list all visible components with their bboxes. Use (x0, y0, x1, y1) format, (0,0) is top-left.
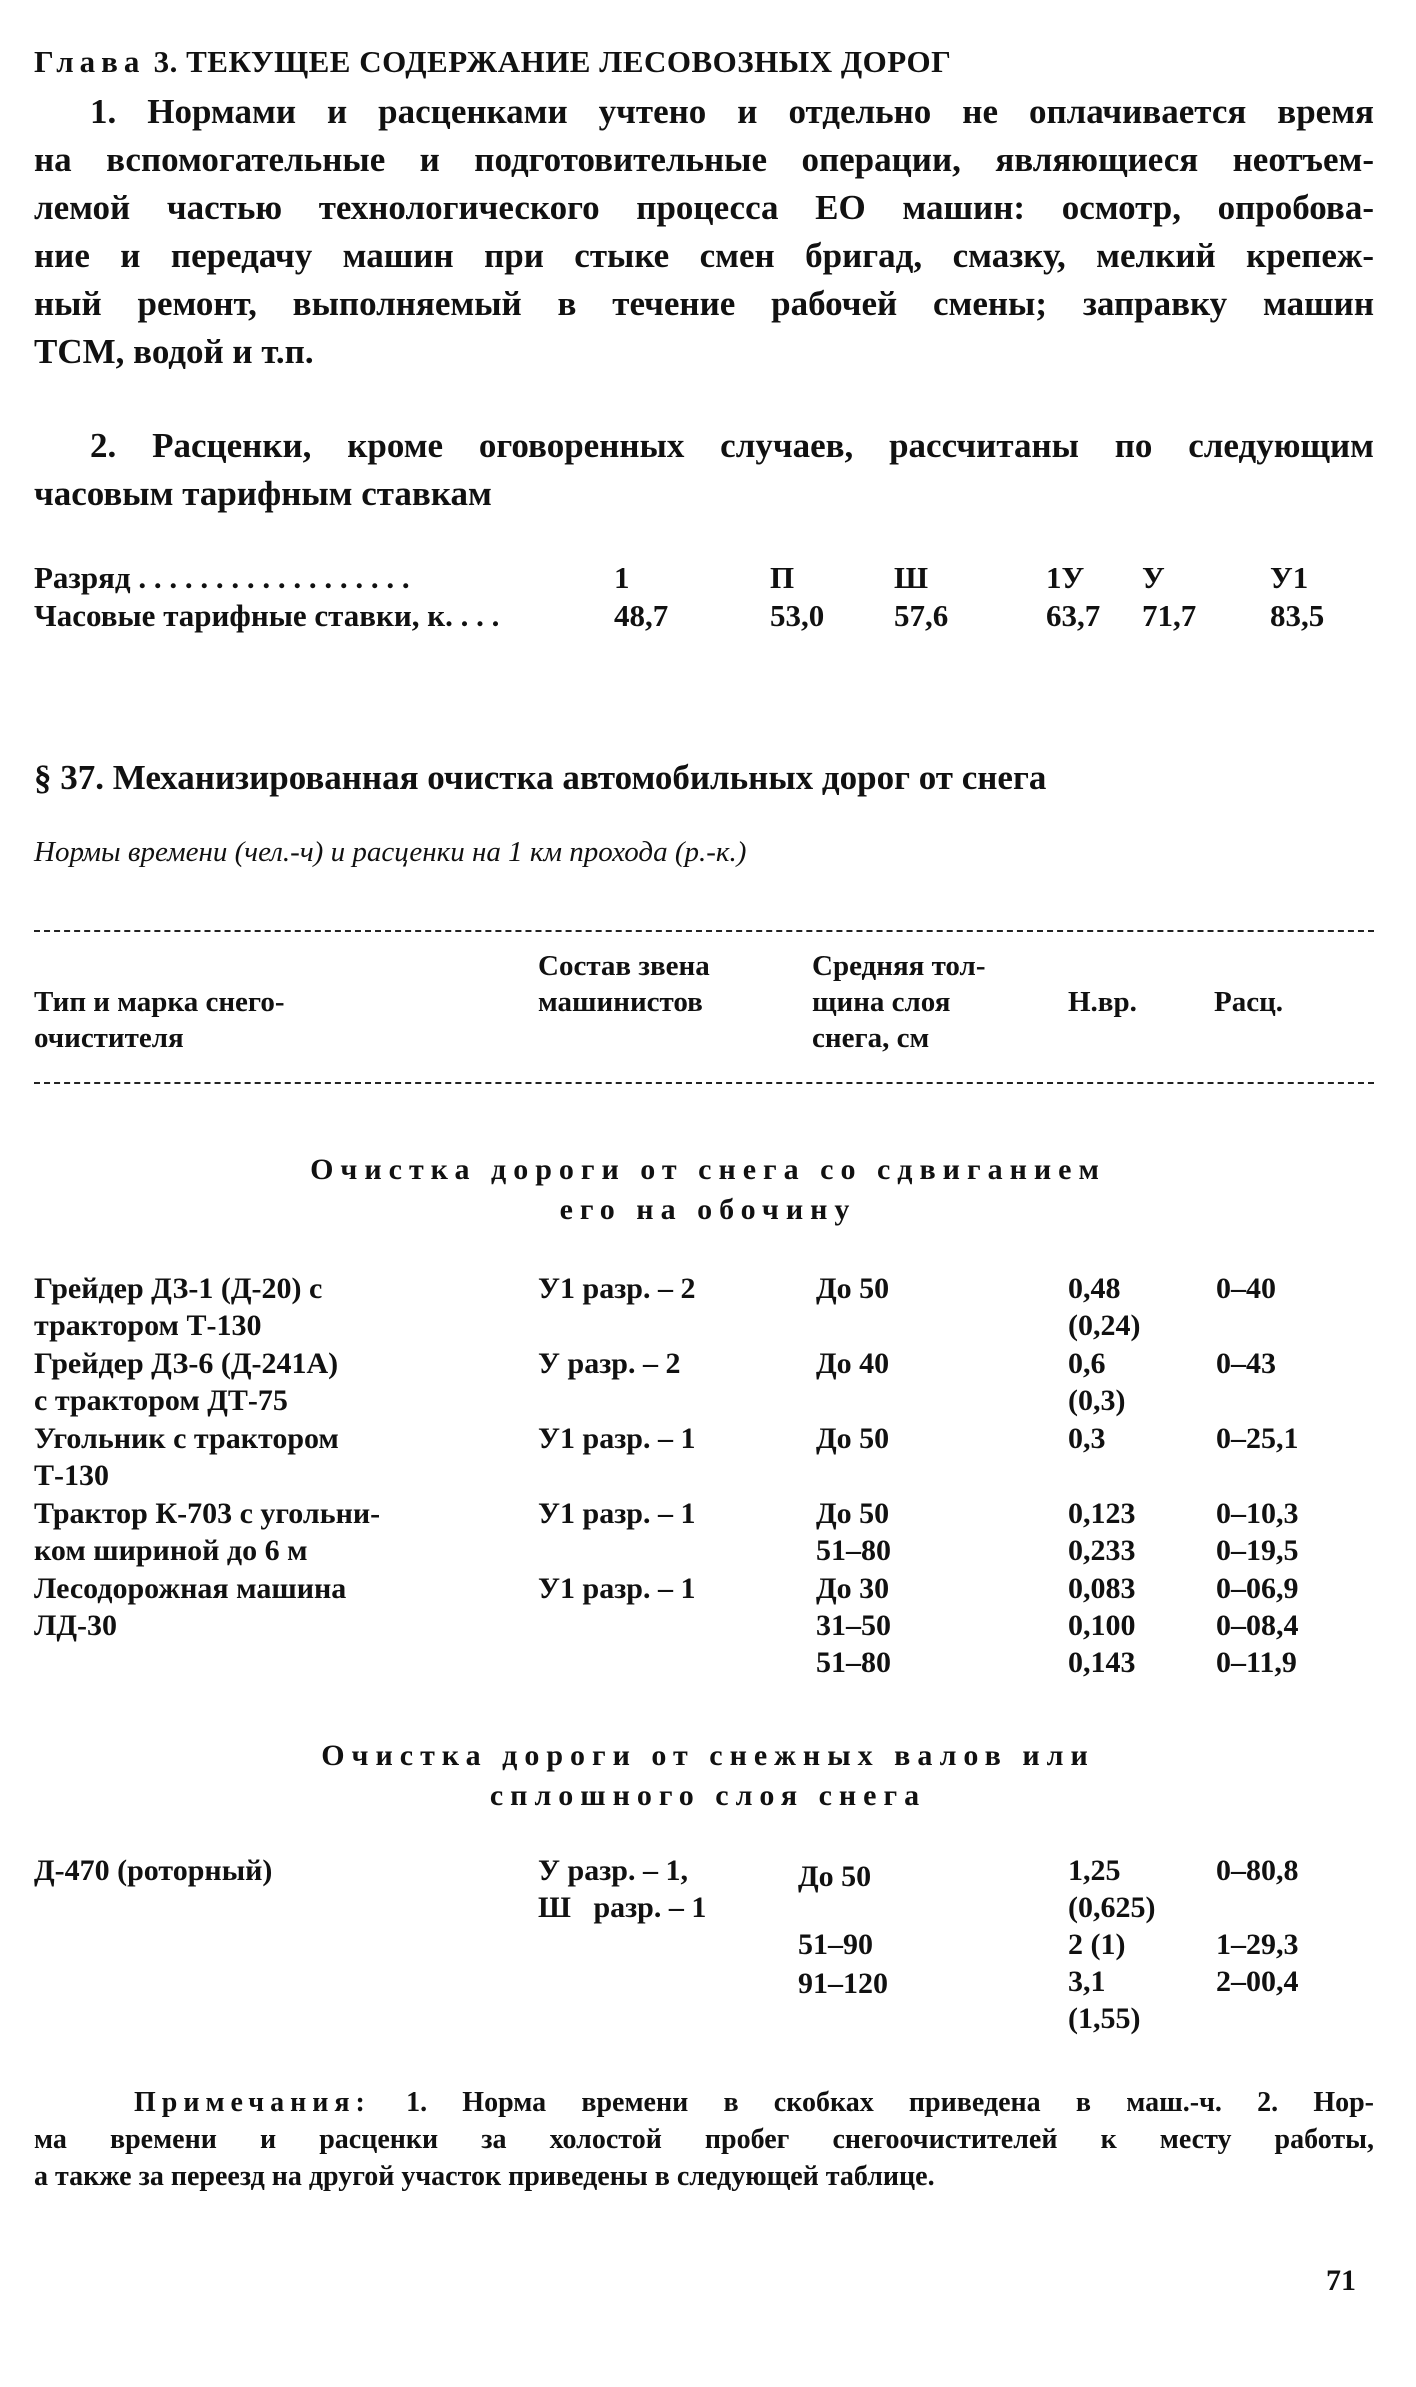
chapter-number: 3. (153, 44, 178, 79)
header-depth-line: снега, см (812, 1022, 930, 1054)
paragraph-line: 2. Расценки, кроме оговоренных случаев, рассчитаны по следующим (90, 426, 1374, 465)
cell-type: Грейдер ДЗ-1 (Д-20) с трактором Т-130 (34, 1272, 323, 1342)
header-depth (812, 948, 985, 1056)
chapter-title: ТЕКУЩЕЕ СОДЕРЖАНИЕ ЛЕСОВОЗНЫХ ДОРОГ (186, 44, 952, 79)
rate-value: 53,0 (770, 598, 825, 633)
cell-norm: 0,48 (0,24) (1068, 1272, 1141, 1342)
note-text: 1. Норма времени в скобках приведена в маш.-ч. 2. Нор- (406, 2087, 1375, 2118)
paragraph-line: 1. Нормами и расценками учтено и отдельно не оплачивается время (90, 92, 1374, 131)
header-type-line: очистителя (34, 1022, 184, 1054)
header-depth-line: Средняя тол- (812, 950, 986, 982)
grade-value: 1У (1046, 560, 1085, 595)
paragraph-line: ТСМ, водой и т.п. (34, 332, 314, 371)
cell-price: 0–10,3 0–19,5 (1216, 1497, 1299, 1567)
cell-price: 0–06,9 0–08,4 0–11,9 (1216, 1572, 1299, 1679)
cell-price: 0–43 (1216, 1347, 1276, 1380)
section-title: § 37. Механизированная очистка автомобильных дорог от снега (34, 758, 1047, 797)
chapter-heading (34, 44, 951, 80)
grade-value: У (1142, 560, 1165, 595)
page-number: 71 (1326, 2264, 1356, 2297)
cell-depth: До 30 31–50 51–80 (816, 1572, 891, 1679)
rate-value: 63,7 (1046, 598, 1101, 633)
paragraph-line: часовым тарифным ставкам (34, 474, 492, 513)
cell-norm: 0,083 0,100 0,143 (1068, 1572, 1136, 1679)
grade-value: 1 (614, 560, 630, 595)
group-2-title (0, 1736, 1416, 1816)
cell-crew: У разр. – 1, Ш разр. – 1 (538, 1854, 707, 1924)
cell-norm: 0,123 0,233 (1068, 1497, 1136, 1567)
cell-crew: У1 разр. – 2 (538, 1272, 696, 1305)
rate-label: Часовые тарифные ставки, к. . . . (34, 598, 500, 633)
note-line (34, 2084, 1374, 2121)
cell-depth: До 50 (816, 1272, 890, 1305)
cell-norm: 1,25 (0,625) 2 (1) 3,1 (1,55) (1068, 1854, 1156, 2035)
header-norm: Н.вр. (1068, 986, 1137, 1018)
header-type (34, 984, 285, 1056)
cell-depth: 91–120 (798, 1967, 888, 2000)
grade-label: Разряд . . . . . . . . . . . . . . . . . . (34, 560, 410, 595)
rate-value: 48,7 (614, 598, 669, 633)
cell-price: 2–00,4 (1216, 1965, 1299, 1998)
paragraph-2 (34, 422, 1374, 518)
grade-value: У1 (1270, 560, 1309, 595)
cell-type: Лесодорожная машина ЛД-30 (34, 1572, 347, 1642)
header-depth-line: щина слоя (812, 986, 951, 1018)
notes (34, 2084, 1374, 2195)
cell-price: 0–25,1 (1216, 1422, 1299, 1455)
note-line: а также за переезд на другой участок приведены в следующей таблице. (34, 2161, 935, 2192)
grade-value: Ш (894, 560, 929, 595)
grade-value: П (770, 560, 795, 595)
cell-depth: 51–90 (798, 1928, 873, 1961)
cell-type: Д-470 (роторный) (34, 1854, 273, 1887)
group-1-title (0, 1150, 1416, 1230)
group-title-line: его на обочину (559, 1193, 857, 1226)
paragraph-line: на вспомогательные и подготовительные операции, являющиеся неотъем- (34, 140, 1374, 179)
cell-price: 0–80,8 (1216, 1854, 1299, 1887)
cell-crew: У разр. – 2 (538, 1347, 681, 1380)
table-top-rule (34, 930, 1374, 932)
cell-depth: До 50 51–80 (816, 1497, 891, 1567)
cell-crew: У1 разр. – 1 (538, 1422, 696, 1455)
header-price: Расц. (1214, 986, 1284, 1018)
cell-depth: До 50 (798, 1860, 872, 1893)
cell-depth: До 50 (816, 1422, 890, 1455)
header-crew-line: Состав звена (538, 950, 710, 982)
cell-type: Трактор К-703 с угольни- ком шириной до 6 м (34, 1497, 381, 1567)
rate-value: 57,6 (894, 598, 949, 633)
paragraph-line: ние и передачу машин при стыке смен бригад, смазку, мелкий крепеж- (34, 236, 1374, 275)
section-subtitle: Нормы времени (чел.-ч) и расценки на 1 км прохода (р.-к.) (34, 836, 747, 868)
paragraph-1 (34, 88, 1374, 376)
rate-value: 71,7 (1142, 598, 1197, 633)
paragraph-line: ный ремонт, выполняемый в течение рабочей смены; заправку машин (34, 284, 1374, 323)
rate-value: 83,5 (1270, 598, 1325, 633)
cell-type: Угольник с трактором Т-130 (34, 1422, 339, 1492)
group-title-line: Очистка дороги от снега со сдвиганием (310, 1153, 1106, 1186)
cell-price: 0–40 (1216, 1272, 1276, 1305)
cell-crew: У1 разр. – 1 (538, 1572, 696, 1605)
header-crew (538, 948, 710, 1020)
group-title-line: сплошного слоя снега (489, 1779, 927, 1812)
header-type-line: Тип и марка снего- (34, 986, 285, 1018)
note-line: ма времени и расценки за холостой пробег снегоочистителей к месту работы, (34, 2124, 1374, 2155)
cell-price: 1–29,3 (1216, 1928, 1299, 1961)
notes-label: Примечания: (134, 2087, 371, 2118)
table-header-rule (34, 1082, 1374, 1084)
header-crew-line: машинистов (538, 986, 703, 1018)
cell-depth: До 40 (816, 1347, 890, 1380)
cell-type: Грейдер ДЗ-6 (Д-241А) с трактором ДТ-75 (34, 1347, 339, 1417)
group-title-line: Очистка дороги от снежных валов или (321, 1739, 1095, 1772)
cell-norm: 0,6 (0,3) (1068, 1347, 1126, 1417)
cell-crew: У1 разр. – 1 (538, 1497, 696, 1530)
cell-norm: 0,3 (1068, 1422, 1106, 1455)
chapter-prefix: Глава (34, 44, 146, 79)
paragraph-line: лемой частью технологического процесса ЕО машин: осмотр, опробова- (34, 188, 1374, 227)
